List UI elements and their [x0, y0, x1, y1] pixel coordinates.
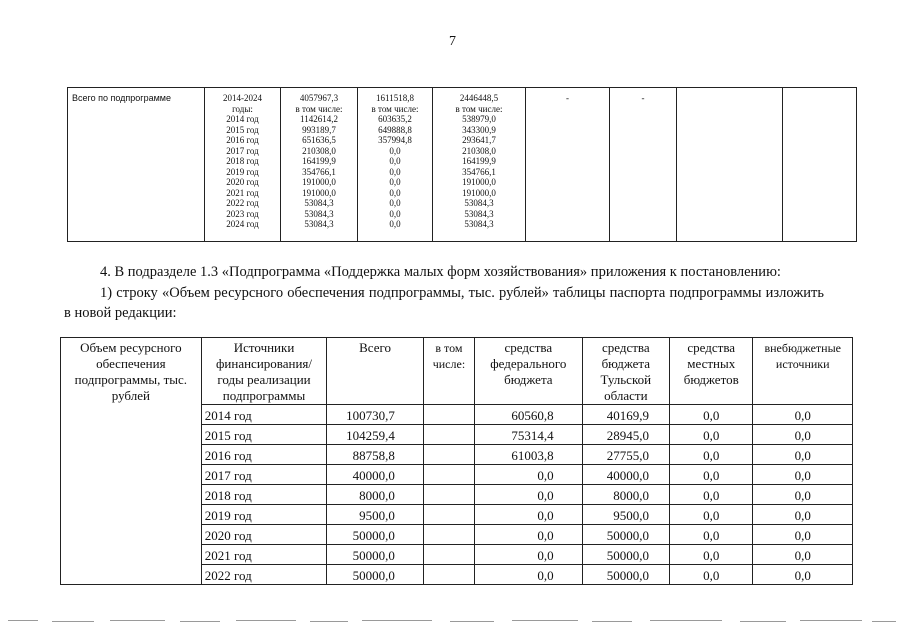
cell-line: 1142614,2 [300, 114, 338, 124]
cell-line: 210308,0 [462, 145, 496, 156]
cell-total: 9500,0 [327, 505, 423, 525]
cell-year: 2016 год [201, 445, 327, 465]
cell-extra: 0,0 [753, 465, 853, 485]
cell-line: 164199,9 [462, 156, 496, 166]
cell-total: 50000,0 [327, 545, 423, 565]
cell-line: 1611518,8 [376, 93, 414, 103]
cell-line: 2446448,5 [459, 93, 499, 103]
header-including: в том числе: [423, 338, 474, 405]
cell-line: 53084,3 [464, 219, 494, 229]
cell-local: 0,0 [670, 465, 753, 485]
cell-line: 2023 год [226, 208, 259, 219]
cell-year: 2014 год [201, 405, 327, 425]
cell-line: 538979,0 [462, 114, 496, 124]
cell-local: 0,0 [670, 545, 753, 565]
cell-local: 0,0 [670, 565, 753, 585]
cell-line: 0,0 [389, 187, 401, 198]
cell-line: 343300,9 [462, 124, 496, 135]
cell-year: 2017 год [201, 465, 327, 485]
cell-total: 8000,0 [327, 485, 423, 505]
cell-line: 210308,0 [302, 145, 336, 156]
cell-line: 2018 год [226, 156, 259, 166]
empty-cell [783, 88, 857, 242]
subprogram-total-label: Всего по подпрограмме [68, 88, 205, 242]
resource-provision-table [60, 337, 853, 585]
cell-line: 2014-2024 [223, 93, 262, 103]
cell-year: 2019 год [201, 505, 327, 525]
cell-line: 2022 год [226, 198, 259, 208]
extra-dash-cell: - [610, 88, 677, 242]
cell-regional: 40169,9 [582, 405, 669, 425]
total-cell [281, 88, 358, 242]
cell-local: 0,0 [670, 525, 753, 545]
cell-federal: 75314,4 [475, 425, 583, 445]
cell-line: в том числе: [295, 103, 343, 114]
cell-federal: 0,0 [475, 545, 583, 565]
cell-local: 0,0 [670, 425, 753, 445]
cell-line: 191000,0 [302, 187, 336, 198]
cell-line: 993189,7 [302, 124, 336, 135]
cell-extra: 0,0 [753, 445, 853, 465]
cell-total: 104259,4 [327, 425, 423, 445]
header-federal: средства федерального бюджета [475, 338, 583, 405]
page-number: 7 [449, 34, 456, 49]
header-total: Всего [327, 338, 423, 405]
cell-including [423, 485, 474, 505]
cell-line: 53084,3 [304, 198, 334, 208]
scan-speckle-line [0, 612, 905, 626]
paragraph-item-4: 4. В подразделе 1.3 «Подпрограмма «Поддержка малых форм хозяйствования» приложения к постановлению: [100, 264, 781, 280]
cell-line: в том числе: [455, 103, 503, 114]
cell-federal: 0,0 [475, 565, 583, 585]
cell-line: 4057967,3 [299, 93, 339, 103]
cell-line: 293641,7 [462, 135, 496, 145]
cell-line: 2014 год [226, 114, 259, 124]
cell-regional: 28945,0 [582, 425, 669, 445]
cell-regional: 50000,0 [582, 525, 669, 545]
cell-line: 649888,8 [378, 124, 412, 135]
cell-line: 0,0 [389, 208, 401, 219]
cell-line: 0,0 [389, 156, 401, 166]
cell-line: 2019 год [226, 166, 259, 177]
cell-federal: 0,0 [475, 485, 583, 505]
header-regional: средства бюджета Тульской области [582, 338, 669, 405]
regional-cell [433, 88, 526, 242]
cell-line: 2021 год [226, 187, 259, 198]
cell-year: 2022 год [201, 565, 327, 585]
cell-regional: 8000,0 [582, 485, 669, 505]
cell-line: 2016 год [226, 135, 259, 145]
cell-federal: 60560,8 [475, 405, 583, 425]
cell-year: 2018 год [201, 485, 327, 505]
years-cell [205, 88, 281, 242]
header-extra: внебюджетные источники [753, 338, 853, 405]
cell-total: 50000,0 [327, 525, 423, 545]
cell-line: 354766,1 [302, 166, 336, 177]
local-dash-cell: - [526, 88, 610, 242]
empty-cell [677, 88, 783, 242]
cell-line: 53084,3 [304, 208, 334, 219]
cell-year: 2021 год [201, 545, 327, 565]
cell-line: 2017 год [226, 145, 259, 156]
header-sources: Источники финансирования/ годы реализации подпрограммы [201, 338, 327, 405]
cell-line: 0,0 [389, 219, 401, 229]
cell-local: 0,0 [670, 485, 753, 505]
cell-line: 164199,9 [302, 156, 336, 166]
cell-including [423, 505, 474, 525]
cell-line: 357994,8 [378, 135, 412, 145]
cell-total: 50000,0 [327, 565, 423, 585]
cell-regional: 50000,0 [582, 565, 669, 585]
cell-year: 2015 год [201, 425, 327, 445]
cell-line: 603635,2 [378, 114, 412, 124]
cell-extra: 0,0 [753, 565, 853, 585]
cell-local: 0,0 [670, 405, 753, 425]
cell-including [423, 565, 474, 585]
cell-federal: 61003,8 [475, 445, 583, 465]
cell-extra: 0,0 [753, 425, 853, 445]
cell-line: годы: [232, 103, 253, 114]
cell-extra: 0,0 [753, 525, 853, 545]
cell-line: 191000,0 [462, 187, 496, 198]
cell-including [423, 545, 474, 565]
cell-including [423, 445, 474, 465]
cell-line: 0,0 [389, 177, 401, 187]
cell-line: 354766,1 [462, 166, 496, 177]
cell-federal: 0,0 [475, 505, 583, 525]
cell-line: 53084,3 [304, 219, 334, 229]
cell-regional: 27755,0 [582, 445, 669, 465]
cell-line: 0,0 [389, 145, 401, 156]
cell-line: 651636,5 [302, 135, 336, 145]
header-local: средства местных бюджетов [670, 338, 753, 405]
cell-line: 53084,3 [464, 198, 494, 208]
cell-line: 191000,0 [302, 177, 336, 187]
cell-extra: 0,0 [753, 405, 853, 425]
subprogram-total-table [67, 87, 857, 242]
cell-including [423, 405, 474, 425]
cell-line: 2015 год [226, 124, 259, 135]
cell-line: 2020 год [226, 177, 259, 187]
cell-including [423, 425, 474, 445]
cell-total: 88758,8 [327, 445, 423, 465]
cell-regional: 9500,0 [582, 505, 669, 525]
cell-federal: 0,0 [475, 465, 583, 485]
cell-extra: 0,0 [753, 485, 853, 505]
cell-line: 0,0 [389, 166, 401, 177]
cell-line: 2024 год [226, 219, 259, 229]
cell-extra: 0,0 [753, 545, 853, 565]
cell-regional: 40000,0 [582, 465, 669, 485]
cell-federal: 0,0 [475, 525, 583, 545]
cell-local: 0,0 [670, 505, 753, 525]
cell-total: 40000,0 [327, 465, 423, 485]
cell-line: 0,0 [389, 198, 401, 208]
cell-regional: 50000,0 [582, 545, 669, 565]
cell-line: в том числе: [371, 103, 419, 114]
cell-including [423, 465, 474, 485]
cell-line: 53084,3 [464, 208, 494, 219]
cell-including [423, 525, 474, 545]
cell-total: 100730,7 [327, 405, 423, 425]
paragraph-item-4-1: 1) строку «Объем ресурсного обеспечения подпрограммы, тыс. рублей» таблицы паспорта подпрограммы изложить в новой редакции: [64, 285, 824, 321]
cell-local: 0,0 [670, 445, 753, 465]
cell-line: 191000,0 [462, 177, 496, 187]
federal-cell [358, 88, 433, 242]
cell-extra: 0,0 [753, 505, 853, 525]
row-label: Объем ресурсного обеспечения подпрограммы, тыс. рублей [61, 338, 202, 585]
cell-year: 2020 год [201, 525, 327, 545]
